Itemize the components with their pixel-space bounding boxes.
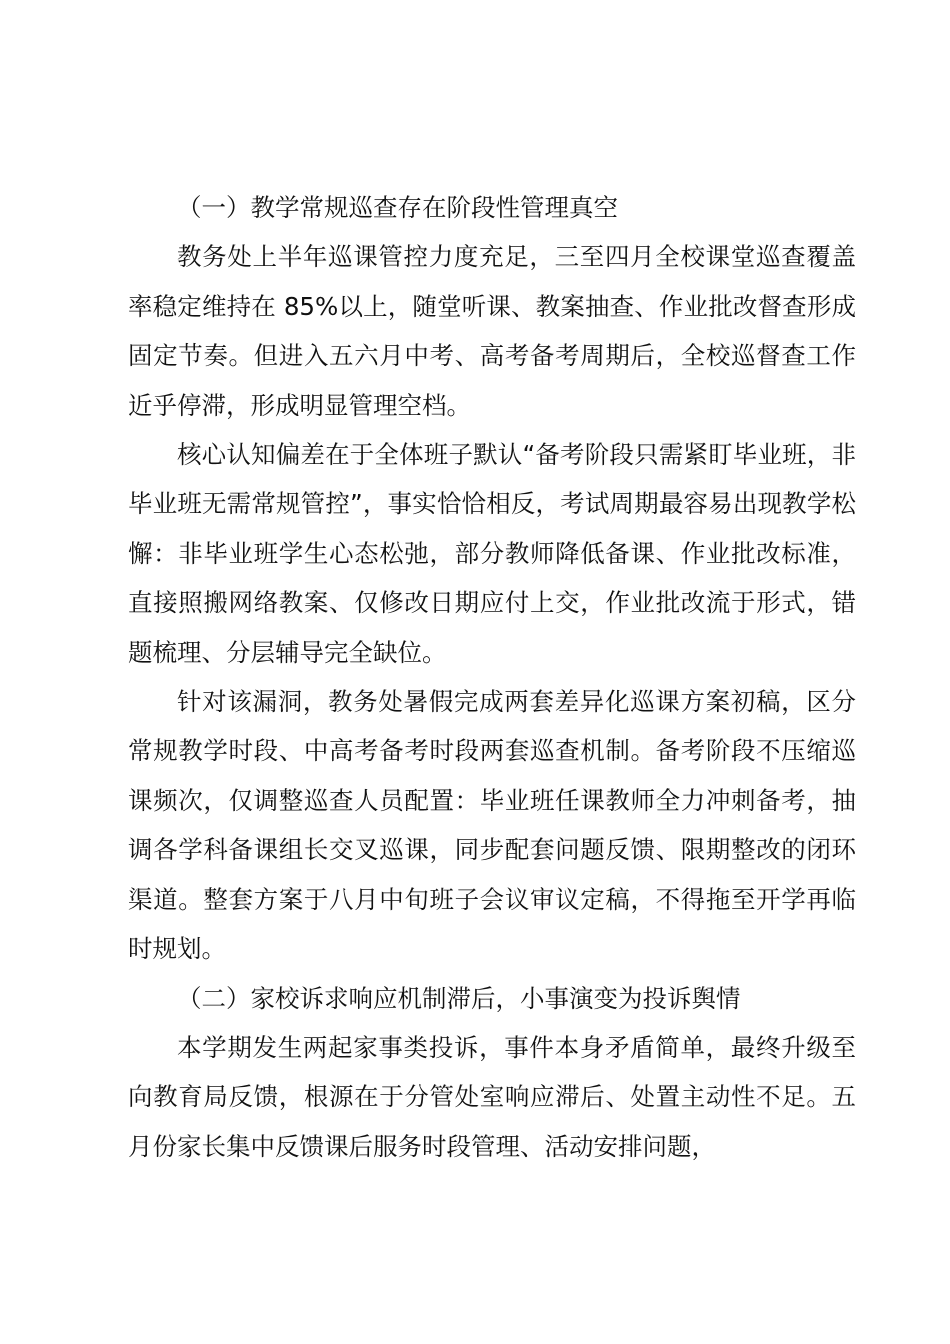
section-heading-1: （一）教学常规巡查存在阶段性管理真空 [177, 193, 618, 222]
document-body [128, 183, 856, 1171]
section-heading-2: （二）家校诉求响应机制滞后，小事演变为投诉舆情 [177, 983, 741, 1013]
paragraph-1-2: 核心认知偏差在于全体班子默认“备考阶段只需紧盯毕业班，非毕业班无需常规管控”，事实恰恰相反，考试周期最容易出现教学松懈：非毕业班学生心态松弛，部分教师降低备课、作业批改标准，直接照搬网络教案、仅修改日期应付上交，作业批改流于形式，错题梳理、分层辅导完全缺位。 [128, 440, 856, 667]
paragraph-1-1: 教务处上半年巡课管控力度充足，三至四月全校课堂巡查覆盖率稳定维持在 85%以上，随堂听课、教案抽查、作业批改督查形成固定节奏。但进入五六月中考、高考备考周期后，全校巡督查工作近乎停滞，形成明显管理空档。 [128, 242, 856, 420]
paragraph-2-1: 本学期发生两起家事类投诉，事件本身矛盾简单，最终升级至向教育局反馈，根源在于分管处室响应滞后、处置主动性不足。五月份家长集中反馈课后服务时段管理、活动安排问题， [128, 1032, 856, 1161]
paragraph-1-3: 针对该漏洞，教务处暑假完成两套差异化巡课方案初稿，区分常规教学时段、中高考备考时段两套巡查机制。备考阶段不压缩巡课频次，仅调整巡查人员配置：毕业班任课教师全力冲刺备考，抽调各学科备课组长交叉巡课，同步配套问题反馈、限期整改的闭环渠道。整套方案于八月中旬班子会议审议定稿，不得拖至开学再临时规划。 [128, 687, 856, 964]
